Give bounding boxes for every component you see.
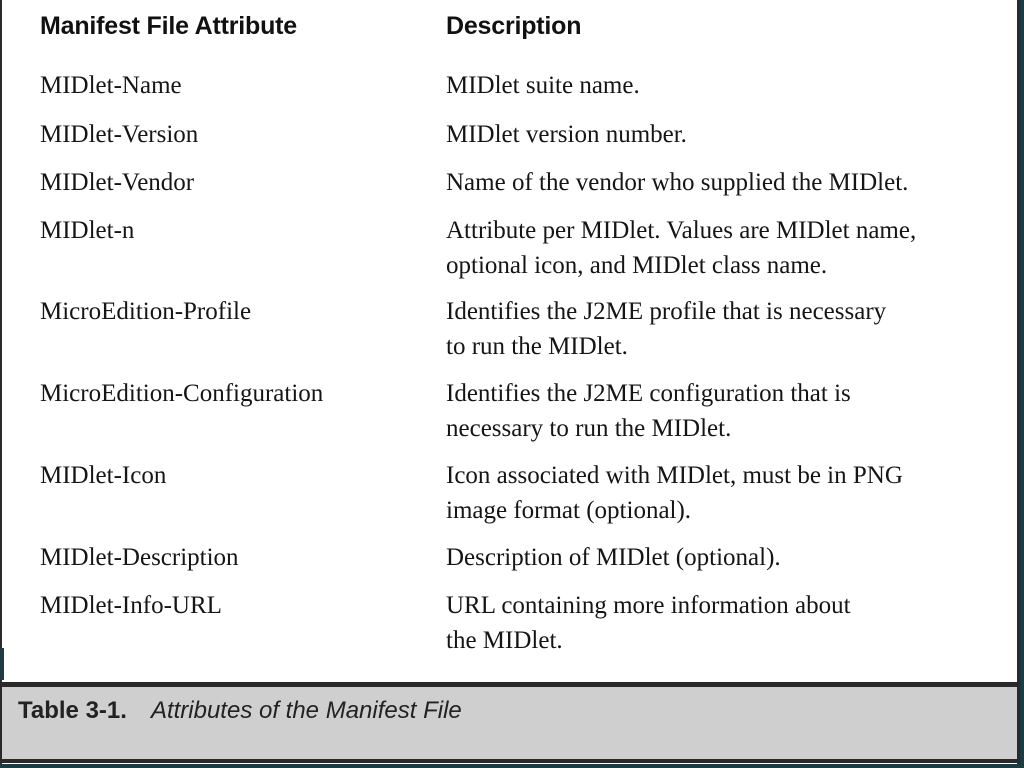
attribute-name: MIDlet-n bbox=[40, 217, 135, 244]
attribute-description bbox=[446, 294, 1006, 364]
description-line: Description of MIDlet (optional). bbox=[446, 544, 781, 571]
attribute-name: MIDlet-Version bbox=[40, 121, 199, 148]
attribute-name: MIDlet-Name bbox=[40, 72, 182, 99]
description-line: to run the MIDlet. bbox=[446, 333, 628, 360]
description-line: the MIDlet. bbox=[446, 627, 563, 654]
description-line: Identifies the J2ME configuration that is bbox=[446, 380, 851, 407]
description-line: Attribute per MIDlet. Values are MIDlet name, bbox=[446, 217, 917, 244]
description-line: Icon associated with MIDlet, must be in PNG bbox=[446, 462, 903, 489]
description-line: necessary to run the MIDlet. bbox=[446, 415, 732, 442]
attribute-name: MicroEdition-Configuration bbox=[40, 380, 324, 407]
attribute-description bbox=[446, 213, 1006, 283]
attribute-name: MicroEdition-Profile bbox=[40, 298, 252, 325]
attribute-description bbox=[446, 376, 1006, 446]
description-line: Identifies the J2ME profile that is necessary bbox=[446, 298, 887, 325]
description-line: optional icon, and MIDlet class name. bbox=[446, 252, 828, 279]
attribute-description bbox=[446, 458, 1006, 528]
table-title: Attributes of the Manifest File bbox=[150, 697, 462, 724]
attribute-name: MIDlet-Vendor bbox=[40, 169, 195, 196]
table-caption-bar bbox=[2, 687, 1017, 763]
description-line: URL containing more information about bbox=[446, 592, 851, 619]
column-header-attribute: Manifest File Attribute bbox=[40, 12, 297, 40]
attribute-description bbox=[446, 540, 1006, 575]
attribute-name: MIDlet-Icon bbox=[40, 462, 167, 489]
page-edge-accent bbox=[0, 648, 4, 680]
attribute-description bbox=[446, 68, 1006, 103]
description-line: MIDlet suite name. bbox=[446, 72, 640, 99]
manifest-attributes-table bbox=[2, 0, 1017, 682]
column-header-description: Description bbox=[446, 12, 582, 40]
description-line: image format (optional). bbox=[446, 497, 692, 524]
table-number: Table 3-1. bbox=[18, 697, 127, 724]
description-line: MIDlet version number. bbox=[446, 121, 687, 148]
table-caption bbox=[18, 697, 462, 725]
attribute-description bbox=[446, 165, 1006, 200]
description-line: Name of the vendor who supplied the MIDlet. bbox=[446, 169, 909, 196]
attribute-name: MIDlet-Info-URL bbox=[40, 592, 222, 619]
attribute-description bbox=[446, 588, 1006, 658]
attribute-description bbox=[446, 117, 1006, 152]
attribute-name: MIDlet-Description bbox=[40, 544, 239, 571]
